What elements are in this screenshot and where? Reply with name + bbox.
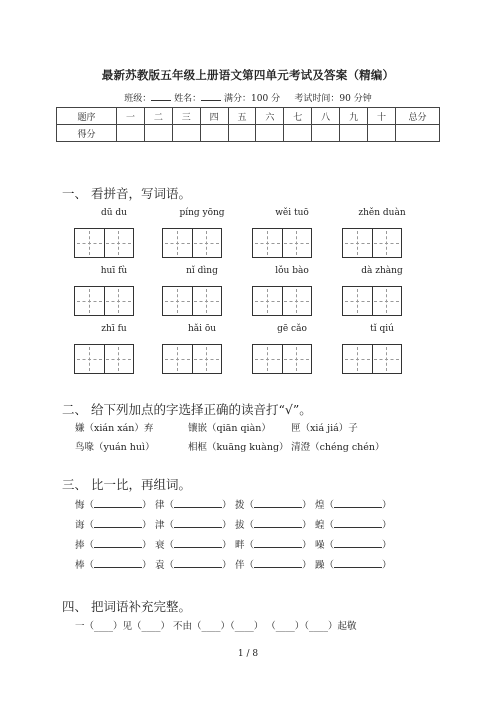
score-cell[interactable] bbox=[340, 125, 368, 142]
compare-row bbox=[75, 557, 395, 571]
pinyin-label: dà zhàng bbox=[361, 266, 403, 276]
pinyin-label: zhī fu bbox=[101, 324, 127, 334]
compare-row bbox=[75, 517, 395, 531]
character: 袁 bbox=[155, 560, 165, 571]
writing-cell[interactable] bbox=[372, 229, 401, 257]
writing-grid-box[interactable] bbox=[74, 344, 134, 374]
answer-blank[interactable] bbox=[174, 518, 222, 528]
exam-time: 考试时间：90 分钟 bbox=[294, 94, 372, 104]
score-cell[interactable] bbox=[284, 125, 312, 142]
answer-blank[interactable] bbox=[94, 558, 142, 568]
writing-cell[interactable] bbox=[75, 345, 105, 373]
writing-cell[interactable] bbox=[163, 229, 193, 257]
compare-item[interactable]: 躁（ ） bbox=[315, 560, 392, 571]
header-cell: 四 bbox=[200, 108, 228, 125]
score-cell[interactable] bbox=[312, 125, 340, 142]
writing-cell[interactable] bbox=[343, 229, 373, 257]
header-cell: 九 bbox=[340, 108, 368, 125]
header-cell: 六 bbox=[256, 108, 284, 125]
answer-blank[interactable] bbox=[94, 498, 142, 508]
character: 律 bbox=[155, 500, 165, 511]
writing-cell[interactable] bbox=[192, 229, 221, 257]
name-label: 姓名： bbox=[174, 94, 202, 104]
section-2-heading: 二、 给下列加点的字选择正确的读音打“√”。 bbox=[62, 402, 312, 417]
pronunciation-item[interactable]: 镶嵌（qiān qiàn） bbox=[188, 423, 271, 434]
writing-cell[interactable] bbox=[282, 287, 311, 315]
writing-grid-box[interactable] bbox=[252, 344, 312, 374]
pronunciation-item[interactable]: 匣（xiá jiá）子 bbox=[291, 423, 358, 434]
header-cell: 一 bbox=[117, 108, 145, 125]
character: 诲 bbox=[75, 520, 85, 531]
score-table-score-row bbox=[57, 125, 440, 142]
score-cell[interactable] bbox=[117, 125, 145, 142]
header-cell: 题序 bbox=[57, 108, 117, 125]
writing-cell[interactable] bbox=[163, 345, 193, 373]
answer-blank[interactable] bbox=[254, 518, 302, 528]
writing-grid-box[interactable] bbox=[342, 344, 402, 374]
character: 津 bbox=[155, 520, 165, 531]
score-cell[interactable] bbox=[396, 125, 440, 142]
pronunciation-item[interactable]: 清澄（chéng chén） bbox=[291, 442, 385, 453]
compare-item[interactable]: 诲（ ） bbox=[75, 520, 152, 531]
score-cell[interactable] bbox=[200, 125, 228, 142]
writing-cell[interactable] bbox=[192, 345, 221, 373]
writing-grid-box[interactable] bbox=[162, 344, 222, 374]
header-cell: 二 bbox=[144, 108, 172, 125]
pronunciation-line-1 bbox=[75, 420, 358, 434]
writing-grid-box[interactable] bbox=[342, 286, 402, 316]
score-label-cell: 得分 bbox=[57, 125, 117, 142]
answer-blank[interactable] bbox=[254, 498, 302, 508]
pinyin-label: tǐ qiú bbox=[370, 324, 394, 334]
character: 蝗 bbox=[315, 520, 325, 531]
header-cell: 总分 bbox=[396, 108, 440, 125]
score-cell[interactable] bbox=[256, 125, 284, 142]
pinyin-label: hǎi ōu bbox=[187, 324, 217, 334]
compare-item[interactable]: 律（ ） bbox=[155, 500, 232, 511]
writing-cell[interactable] bbox=[104, 345, 133, 373]
compare-item[interactable]: 棒（ ） bbox=[75, 560, 152, 571]
writing-cell[interactable] bbox=[104, 287, 133, 315]
compare-row bbox=[75, 497, 395, 511]
answer-blank[interactable] bbox=[334, 518, 382, 528]
header-cell: 三 bbox=[172, 108, 200, 125]
name-blank bbox=[201, 91, 221, 101]
compare-item[interactable]: 煌（ ） bbox=[315, 500, 392, 511]
compare-item[interactable]: 畔（ ） bbox=[235, 540, 312, 551]
compare-item[interactable]: 衰（ ） bbox=[155, 540, 232, 551]
score-table bbox=[56, 107, 440, 142]
writing-grid-box[interactable] bbox=[162, 286, 222, 316]
compare-item[interactable]: 蝗（ ） bbox=[315, 520, 392, 531]
writing-cell[interactable] bbox=[372, 287, 401, 315]
compare-item[interactable]: 噪（ ） bbox=[315, 540, 392, 551]
character: 拔 bbox=[235, 520, 245, 531]
exam-info-line bbox=[0, 91, 496, 104]
writing-grid-box[interactable] bbox=[74, 228, 134, 258]
writing-grid-box[interactable] bbox=[342, 228, 402, 258]
score-cell[interactable] bbox=[228, 125, 256, 142]
character: 悔 bbox=[75, 500, 85, 511]
page-title: 最新苏教版五年级上册语文第四单元考试及答案（精编） bbox=[101, 68, 395, 82]
answer-blank[interactable] bbox=[94, 538, 142, 548]
writing-grid-box[interactable] bbox=[74, 286, 134, 316]
pronunciation-item[interactable]: 嫌（xián xán）弃 bbox=[75, 423, 154, 434]
score-cell[interactable] bbox=[172, 125, 200, 142]
compare-item[interactable]: 拨（ ） bbox=[235, 500, 312, 511]
compare-item[interactable]: 拔（ ） bbox=[235, 520, 312, 531]
answer-blank[interactable] bbox=[254, 558, 302, 568]
pinyin-label: nǐ dìng bbox=[186, 266, 218, 276]
answer-blank[interactable] bbox=[334, 558, 382, 568]
compare-row bbox=[75, 537, 395, 551]
score-cell[interactable] bbox=[144, 125, 172, 142]
writing-cell[interactable] bbox=[343, 345, 373, 373]
pronunciation-item[interactable]: 相框（kuāng kuàng） bbox=[188, 442, 289, 453]
section-1-heading: 一、 看拼音，写词语。 bbox=[62, 186, 191, 201]
score-cell[interactable] bbox=[368, 125, 396, 142]
pinyin-label: gē cǎo bbox=[277, 324, 307, 334]
character: 煌 bbox=[315, 500, 325, 511]
score-table-header-row bbox=[57, 108, 440, 125]
writing-cell[interactable] bbox=[192, 287, 221, 315]
character: 畔 bbox=[235, 540, 245, 551]
character: 棒 bbox=[75, 560, 85, 571]
class-blank bbox=[151, 91, 171, 101]
idiom-fill-line[interactable]: 一（____）见（____） 不由（____）（____） （____）（____）起敬 bbox=[75, 621, 357, 632]
class-label: 班级： bbox=[124, 94, 152, 104]
writing-cell[interactable] bbox=[104, 229, 133, 257]
character: 噪 bbox=[315, 540, 325, 551]
writing-cell[interactable] bbox=[75, 287, 105, 315]
answer-blank[interactable] bbox=[334, 538, 382, 548]
writing-cell[interactable] bbox=[372, 345, 401, 373]
character: 拨 bbox=[235, 500, 245, 511]
compare-item[interactable]: 伴（ ） bbox=[235, 560, 312, 571]
pronunciation-line-2 bbox=[75, 439, 385, 453]
writing-grid-box[interactable] bbox=[252, 228, 312, 258]
compare-item[interactable]: 津（ ） bbox=[155, 520, 232, 531]
compare-item[interactable]: 袁（ ） bbox=[155, 560, 232, 571]
page-number: 1 / 8 bbox=[237, 649, 259, 659]
header-cell: 八 bbox=[312, 108, 340, 125]
full-score: 满分：100 分 bbox=[224, 94, 281, 104]
character: 躁 bbox=[315, 560, 325, 571]
answer-blank[interactable] bbox=[254, 538, 302, 548]
writing-cell[interactable] bbox=[282, 229, 311, 257]
pinyin-label: zhěn duàn bbox=[358, 208, 406, 218]
pinyin-label: dū du bbox=[101, 208, 127, 218]
writing-cell[interactable] bbox=[282, 345, 311, 373]
answer-blank[interactable] bbox=[174, 538, 222, 548]
character: 伴 bbox=[235, 560, 245, 571]
writing-cell[interactable] bbox=[253, 345, 283, 373]
writing-cell[interactable] bbox=[343, 287, 373, 315]
answer-blank[interactable] bbox=[334, 498, 382, 508]
answer-blank[interactable] bbox=[174, 498, 222, 508]
header-cell: 七 bbox=[284, 108, 312, 125]
header-cell: 五 bbox=[228, 108, 256, 125]
character: 衰 bbox=[155, 540, 165, 551]
answer-blank[interactable] bbox=[94, 518, 142, 528]
pronunciation-item[interactable]: 鸟喙（yuán huì） bbox=[75, 442, 155, 453]
writing-cell[interactable] bbox=[253, 287, 283, 315]
writing-cell[interactable] bbox=[253, 229, 283, 257]
pinyin-label: huī fù bbox=[100, 266, 128, 276]
answer-blank[interactable] bbox=[174, 558, 222, 568]
writing-grid-box[interactable] bbox=[252, 286, 312, 316]
writing-grid-box[interactable] bbox=[162, 228, 222, 258]
writing-cell[interactable] bbox=[75, 229, 105, 257]
section-3-heading: 三、 比一比，再组词。 bbox=[62, 477, 191, 492]
header-cell: 十 bbox=[368, 108, 396, 125]
compare-item[interactable]: 捧（ ） bbox=[75, 540, 152, 551]
section-4-heading: 四、 把词语补充完整。 bbox=[62, 599, 191, 614]
pinyin-label: píng yōng bbox=[179, 208, 225, 218]
character: 捧 bbox=[75, 540, 85, 551]
pinyin-label: lǒu bào bbox=[275, 266, 309, 276]
pinyin-label: wěi tuō bbox=[275, 208, 309, 218]
writing-cell[interactable] bbox=[163, 287, 193, 315]
compare-item[interactable]: 悔（ ） bbox=[75, 500, 152, 511]
